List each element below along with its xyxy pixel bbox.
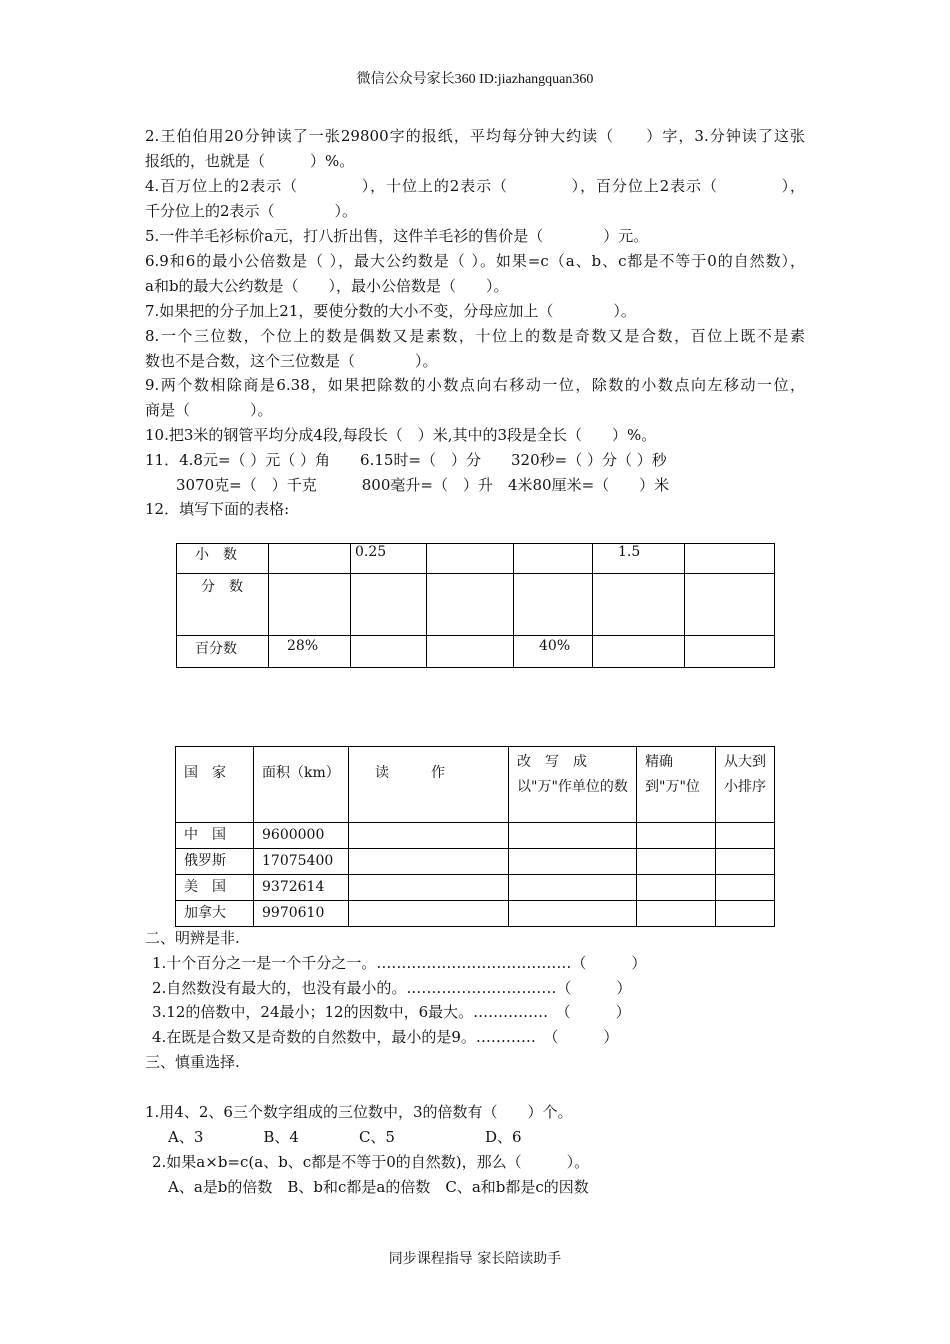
- table-cell: [685, 574, 775, 636]
- country-area-table: [175, 746, 775, 927]
- question-11-line-1: 11．4.8元=（ ）元（ ）角 6.15时=（ ）分 320秒=（ ）分（ ）秒: [145, 451, 667, 469]
- table-cell: [685, 544, 775, 574]
- true-false-item-4: 4.在既是合数又是奇数的自然数中，最小的是9。………… （ ）: [152, 1028, 619, 1046]
- table-cell: [269, 574, 351, 636]
- question-4-line-2: 千分位上的2表示（ ）。: [145, 202, 358, 220]
- table-row: [176, 849, 775, 875]
- decimal-fraction-percent-table: [176, 543, 775, 668]
- true-false-item-3: 3.12的倍数中，24最小；12的因数中，6最大。…………… （ ）: [152, 1003, 631, 1021]
- country-cell: 俄罗斯: [176, 849, 254, 875]
- header-country: 国 家: [176, 747, 254, 823]
- empty-cell: [637, 875, 716, 901]
- empty-cell: [509, 875, 637, 901]
- empty-cell: [716, 849, 775, 875]
- question-2-line-1: 2.王伯伯用20分钟读了一张29800字的报纸，平均每分钟大约读（ ）字，3.分钟读了这张: [145, 127, 805, 145]
- page-footer: 同步课程指导 家长陪读助手: [388, 1251, 562, 1267]
- table-cell: [685, 636, 775, 668]
- area-cell: 9372614: [254, 875, 349, 901]
- table-cell: [427, 574, 514, 636]
- choice-question-1-options: A、3 B、4 C、5 D、6: [168, 1128, 522, 1146]
- empty-cell: [349, 849, 509, 875]
- area-cell: 9970610: [254, 901, 349, 927]
- question-4-line-1: 4.百万位上的2表示（ ），十位上的2表示（ ），百分位上2表示（ ），: [145, 177, 805, 195]
- table-cell: 1.5: [593, 544, 685, 574]
- question-2-line-2: 报纸的，也就是（ ）%。: [145, 152, 355, 170]
- header-read-as: 读 作: [349, 747, 509, 823]
- question-10: 10.把3米的钢管平均分成4段,每段长（ ）米,其中的3段是全长（ ）%。: [145, 426, 657, 444]
- table-cell: [593, 636, 685, 668]
- table-cell: [269, 544, 351, 574]
- table-row: [177, 636, 775, 668]
- country-cell: 美 国: [176, 875, 254, 901]
- empty-cell: [716, 875, 775, 901]
- area-cell: 9600000: [254, 823, 349, 849]
- question-6-line-1: 6.9和6的最小公倍数是（ ），最大公约数是（ ）。如果=c（a、b、c都是不等于0的自然数），: [145, 252, 805, 270]
- page-header: 微信公众号家长360 ID:jiazhangquan360: [356, 72, 594, 87]
- question-8-line-1: 8.一个三位数，个位上的数是偶数又是素数，十位上的数是奇数又是合数，百位上既不是素: [145, 327, 805, 345]
- question-7: 7.如果把的分子加上21，要使分数的大小不变，分母应加上（ ）。: [145, 302, 636, 320]
- table-cell: 小 数: [177, 544, 269, 574]
- table-cell: [593, 574, 685, 636]
- choice-question-2: 2.如果a×b=c(a、b、c都是不等于0的自然数)，那么（ ）。: [152, 1153, 590, 1171]
- question-11-line-2: 3070克=（ ）千克 800毫升=（ ）升 4米80厘米=（ ）米: [176, 476, 670, 494]
- empty-cell: [349, 901, 509, 927]
- true-false-item-2: 2.自然数没有最大的，也没有最小的。…………………………（ ）: [152, 979, 632, 997]
- table-row: [176, 875, 775, 901]
- empty-cell: [509, 823, 637, 849]
- table-cell: 百分数: [177, 636, 269, 668]
- table-cell: [351, 636, 427, 668]
- header-rewrite-wan: 改 写 成以"万"作单位的数: [509, 747, 637, 823]
- question-8-line-2: 数也不是合数，这个三位数是（ ）。: [145, 352, 438, 370]
- table-cell: [514, 544, 593, 574]
- true-false-item-1: 1.十个百分之一是一个千分之一。…………………………………（ ）: [152, 954, 647, 972]
- table-header-row: [176, 747, 775, 823]
- table-row: [176, 823, 775, 849]
- empty-cell: [637, 823, 716, 849]
- choice-question-1: 1.用4、2、6三个数字组成的三位数中，3的倍数有（ ）个。: [145, 1103, 573, 1121]
- table-cell: 40%: [514, 636, 593, 668]
- table-cell: 分 数: [177, 574, 269, 636]
- table-row: [176, 901, 775, 927]
- question-9-line-2: 商是（ ）。: [145, 401, 273, 419]
- empty-cell: [716, 823, 775, 849]
- empty-cell: [637, 901, 716, 927]
- table-cell: 28%: [269, 636, 351, 668]
- empty-cell: [716, 901, 775, 927]
- table-cell: 0.25: [351, 544, 427, 574]
- country-cell: 中 国: [176, 823, 254, 849]
- table-cell: [427, 636, 514, 668]
- table-row: [177, 544, 775, 574]
- empty-cell: [349, 823, 509, 849]
- question-12: 12．填写下面的表格:: [145, 500, 290, 518]
- empty-cell: [349, 875, 509, 901]
- area-cell: 17075400: [254, 849, 349, 875]
- choice-question-2-options: A、a是b的倍数 B、b和c都是a的倍数 C、a和b都是c的因数: [168, 1178, 589, 1196]
- empty-cell: [509, 901, 637, 927]
- section-3-title: 三、慎重选择.: [145, 1053, 240, 1071]
- header-round-wan: 精确到"万"位: [637, 747, 716, 823]
- empty-cell: [509, 849, 637, 875]
- question-6-line-2: a和b的最大公约数是（ ），最小公倍数是（ ）。: [145, 277, 509, 295]
- header-sort-desc: 从大到小排序: [716, 747, 775, 823]
- question-5: 5.一件羊毛衫标价a元，打八折出售，这件羊毛衫的售价是（ ）元。: [145, 227, 649, 245]
- empty-cell: [637, 849, 716, 875]
- question-9-line-1: 9.两个数相除商是6.38，如果把除数的小数点向右移动一位，除数的小数点向左移动一位，: [145, 376, 805, 394]
- table-row: [177, 574, 775, 636]
- table-cell: [427, 544, 514, 574]
- header-area: 面积（km）: [254, 747, 349, 823]
- table-cell: [351, 574, 427, 636]
- country-cell: 加拿大: [176, 901, 254, 927]
- table-cell: [514, 574, 593, 636]
- section-2-title: 二、明辨是非.: [145, 929, 240, 947]
